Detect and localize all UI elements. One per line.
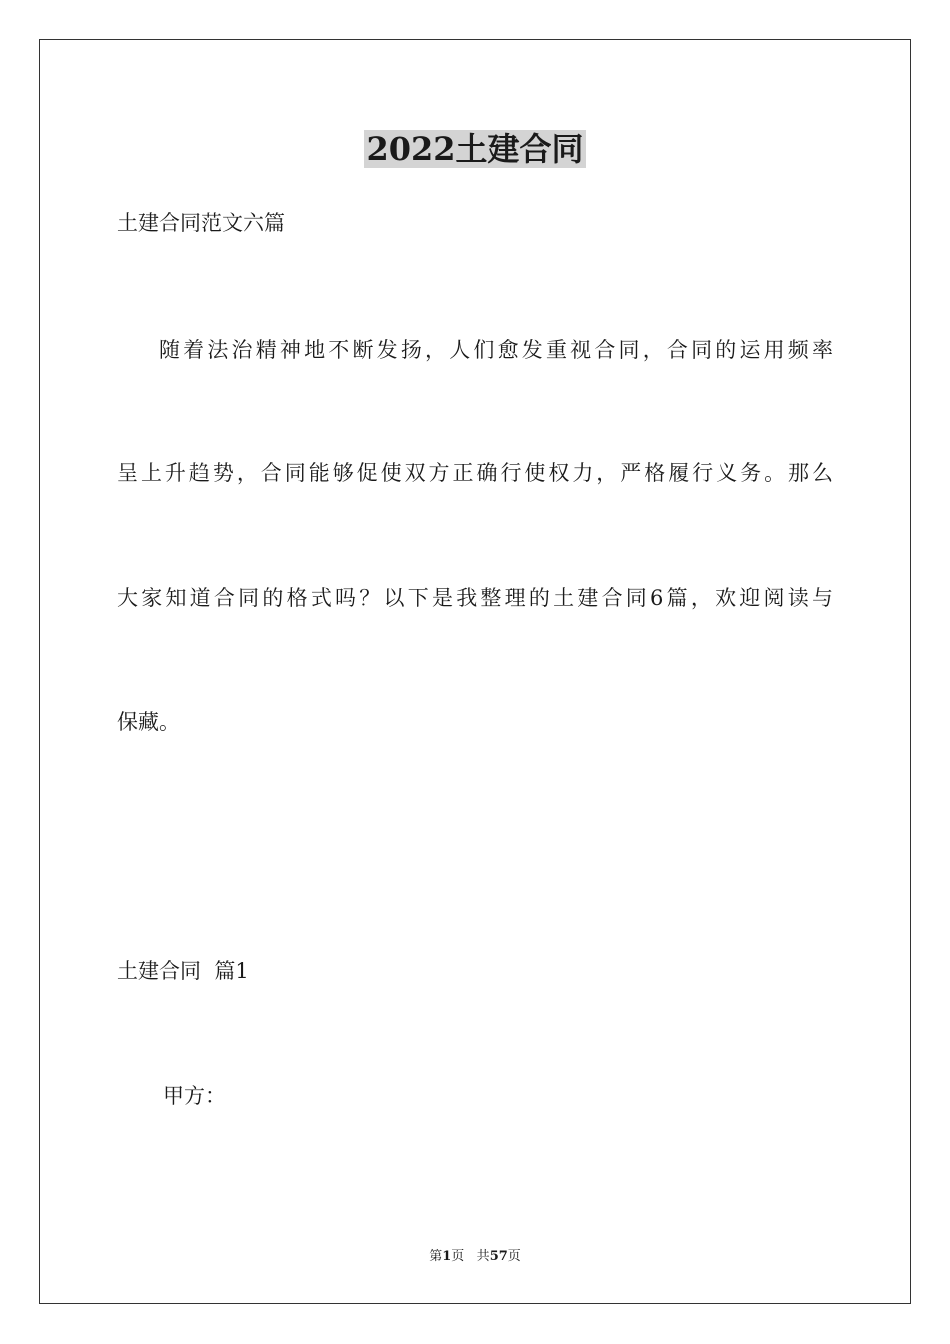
intro-line-4: 保藏。: [117, 710, 180, 734]
party-a-label: 甲方：: [163, 1084, 226, 1108]
footer-total-suffix: 页: [507, 1249, 521, 1264]
intro-line-2: 呈上升趋势，合同能够促使双方正确行使权力，严格履行义务。那么: [117, 461, 833, 485]
intro-line-1: 随着法治精神地不断发扬，人们愈发重视合同，合同的运用频率: [159, 338, 833, 362]
footer-current-page: 1: [442, 1249, 452, 1264]
intro-line-3: 大家知道合同的格式吗？以下是我整理的土建合同6篇，欢迎阅读与: [117, 586, 833, 610]
page-footer: [0, 1248, 950, 1266]
footer-total-prefix: 共: [476, 1249, 490, 1264]
section-heading: 土建合同 篇1: [117, 959, 249, 983]
footer-prefix: 第: [429, 1249, 443, 1264]
document-subtitle: 土建合同范文六篇: [117, 211, 285, 235]
document-title-text: 2022土建合同: [366, 130, 584, 168]
footer-total-pages: 57: [489, 1249, 508, 1264]
footer-page-word: 页: [451, 1249, 465, 1264]
document-title: [0, 126, 950, 172]
